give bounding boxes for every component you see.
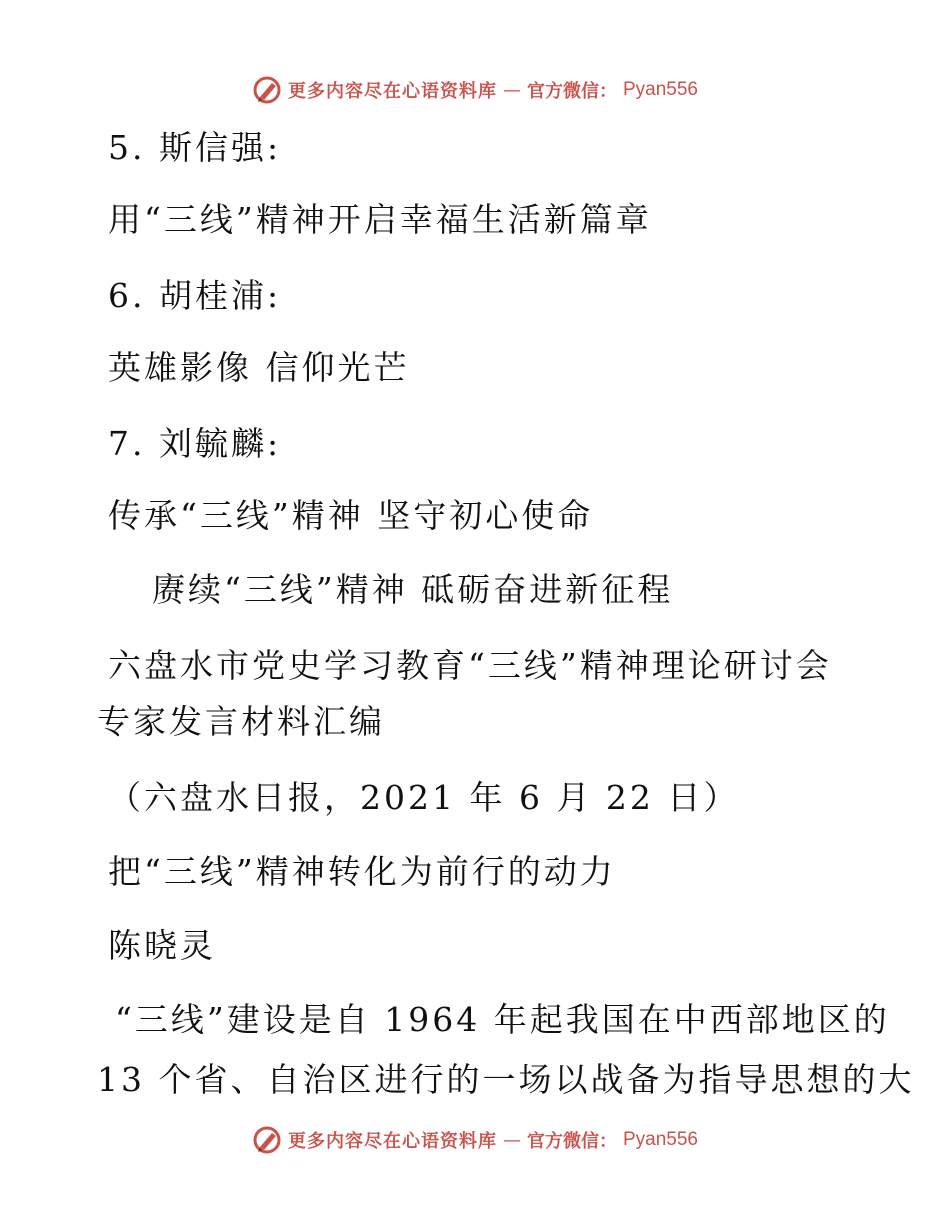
section-subheading: 专家发言材料汇编 bbox=[97, 702, 385, 741]
article-title: 传承“三线”精神 坚守初心使命 bbox=[108, 496, 594, 535]
banner-wechat-label: 官方微信： bbox=[526, 1131, 617, 1152]
banner-separator: — bbox=[502, 79, 521, 101]
footer-watermark-banner bbox=[0, 1120, 950, 1160]
banner-site-text: 更多内容尽在心语资料库 bbox=[287, 1131, 497, 1152]
list-item-number: 7. 刘毓麟: bbox=[108, 424, 282, 463]
source-note: （六盘水日报，2021 年 6 月 22 日） bbox=[108, 778, 740, 817]
author-name: 陈晓灵 bbox=[108, 926, 216, 965]
pen-logo-icon bbox=[252, 1125, 282, 1155]
banner-site-text: 更多内容尽在心语资料库 bbox=[287, 81, 497, 102]
header-watermark-banner bbox=[0, 70, 950, 110]
banner-wechat-id: Pyan556 bbox=[622, 1129, 698, 1150]
list-item-number: 5. 斯信强: bbox=[108, 128, 282, 167]
banner-wechat-id: Pyan556 bbox=[622, 79, 698, 100]
banner-separator: — bbox=[502, 1129, 521, 1151]
section-heading: 赓续“三线”精神 砥砺奋进新征程 bbox=[152, 570, 674, 609]
list-item-number: 6. 胡桂浦: bbox=[108, 276, 282, 315]
paragraph-text: “三线”建设是自 1964 年起我国在中西部地区的 bbox=[115, 1000, 890, 1039]
paragraph-text: 13 个省、自治区进行的一场以战备为指导思想的大 bbox=[97, 1060, 915, 1099]
banner-wechat-label: 官方微信： bbox=[526, 81, 617, 102]
article-title: 把“三线”精神转化为前行的动力 bbox=[108, 852, 616, 891]
article-title: 用“三线”精神开启幸福生活新篇章 bbox=[108, 200, 652, 239]
section-subheading: 六盘水市党史学习教育“三线”精神理论研讨会 bbox=[108, 646, 832, 685]
pen-logo-icon bbox=[252, 75, 282, 105]
article-title: 英雄影像 信仰光芒 bbox=[108, 348, 410, 387]
